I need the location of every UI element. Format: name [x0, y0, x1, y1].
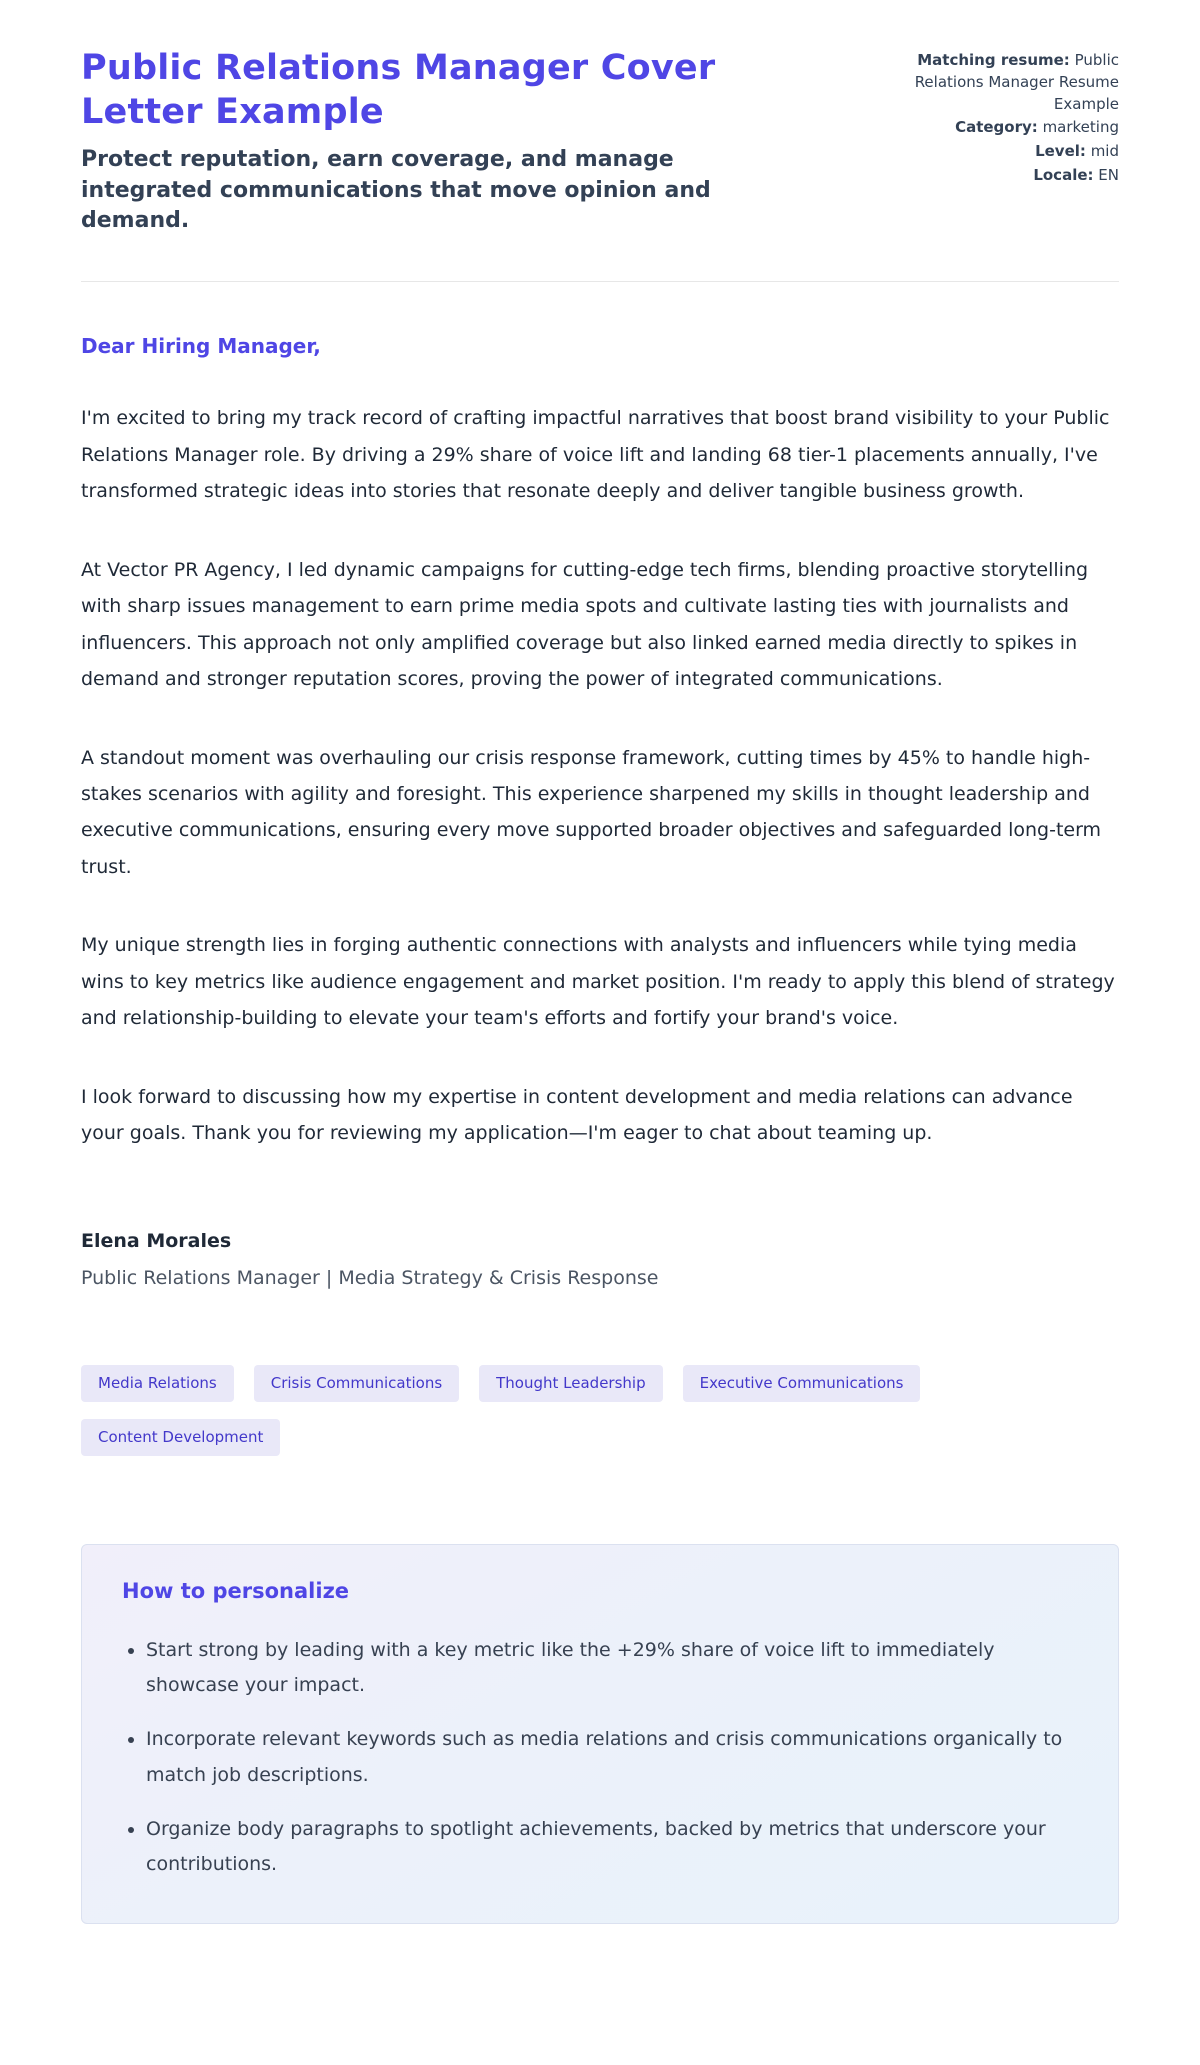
tag-list	[81, 1365, 1041, 1456]
tag-chip-content-development: Content Development	[81, 1419, 280, 1456]
header-title-block	[81, 46, 741, 237]
letter-paragraph-4: My unique strength lies in forging authentic connections with analysts and influencers while tying media wins to key metrics like audience engagement and market position. I'm ready to apply this blend of strategy and relationship-building to elevate your team's efforts and fortify your brand's voice.	[81, 934, 1115, 1030]
signature-name: Elena Morales	[81, 1229, 232, 1252]
letter-body	[81, 334, 1119, 1289]
meta-level-label: Level:	[1035, 142, 1086, 160]
callout-bullet-list	[122, 1633, 1078, 1883]
callout-heading: How to personalize	[122, 1578, 350, 1603]
page-subtitle: Protect reputation, earn coverage, and manage integrated communications that move opinion and demand.	[81, 146, 711, 234]
header	[81, 46, 1119, 237]
signature-role: Public Relations Manager | Media Strategy & Crisis Response	[81, 1266, 659, 1289]
greeting: Dear Hiring Manager,	[81, 334, 321, 359]
header-divider	[81, 281, 1119, 282]
tag-chip-crisis-communications: Crisis Communications	[254, 1365, 459, 1402]
letter-paragraph-1: I'm excited to bring my track record of crafting impactful narratives that boost brand visibility to your Public Relations Manager role. By driving a 29% share of voice lift and landing 68 tier-1 placements annually, I've transformed strategic ideas into stories that resonate deeply and deliver tangible business growth.	[81, 407, 1110, 503]
tag-chip-thought-leadership: Thought Leadership	[479, 1365, 662, 1402]
meta-locale-value: EN	[1098, 165, 1119, 184]
meta-category	[871, 117, 1119, 139]
meta-matching-resume-label: Matching resume:	[917, 51, 1070, 69]
page-title: Public Relations Manager Cover Letter Example	[81, 48, 716, 133]
meta-category-label: Category:	[955, 118, 1038, 137]
personalize-callout	[81, 1544, 1119, 1924]
letter-paragraph-3: A standout moment was overhauling our crisis response framework, cutting times by 45% to handle high-stakes scenarios with agility and foresight. This experience sharpened my skills in thought leadership and executive communications, ensuring every move supported broader objectives and safeguarded long-term trust.	[81, 746, 1102, 878]
letter-paragraph-5: I look forward to discussing how my expertise in content development and media relations can advance your goals. Thank you for reviewing my application—I'm eager to chat about teaming up.	[81, 1085, 1073, 1145]
callout-bullet-2: • Incorporate relevant keywords such as media relations and crisis communications organically to match job descriptions.	[146, 1722, 1078, 1793]
meta-level	[871, 141, 1119, 163]
cover-letter-page	[81, 0, 1119, 1924]
meta-panel	[871, 46, 1119, 189]
meta-level-value: mid	[1090, 142, 1119, 160]
meta-locale-label: Locale:	[1033, 165, 1094, 184]
callout-bullet-3: • Organize body paragraphs to spotlight achievements, backed by metrics that underscore your contributions.	[146, 1812, 1078, 1883]
meta-matching-resume-value: Public Relations Manager Resume Example	[914, 51, 1119, 113]
letter-paragraph-2: At Vector PR Agency, I led dynamic campaigns for cutting-edge tech firms, blending proactive storytelling with sharp issues management to earn prime media spots and cultivate lasting ties with journalists and influencers. This approach not only amplified coverage but also linked earned media directly to spikes in demand and stronger reputation scores, proving the power of integrated communications.	[81, 558, 1089, 691]
callout-bullet-1: • Start strong by leading with a key metric like the +29% share of voice lift to immediately showcase your impact.	[146, 1633, 1078, 1704]
tag-chip-executive-communications: Executive Communications	[683, 1365, 921, 1402]
meta-locale	[871, 165, 1119, 187]
meta-category-value: marketing	[1042, 118, 1119, 137]
meta-matching-resume	[871, 50, 1119, 115]
tag-chip-media-relations: Media Relations	[81, 1365, 234, 1402]
